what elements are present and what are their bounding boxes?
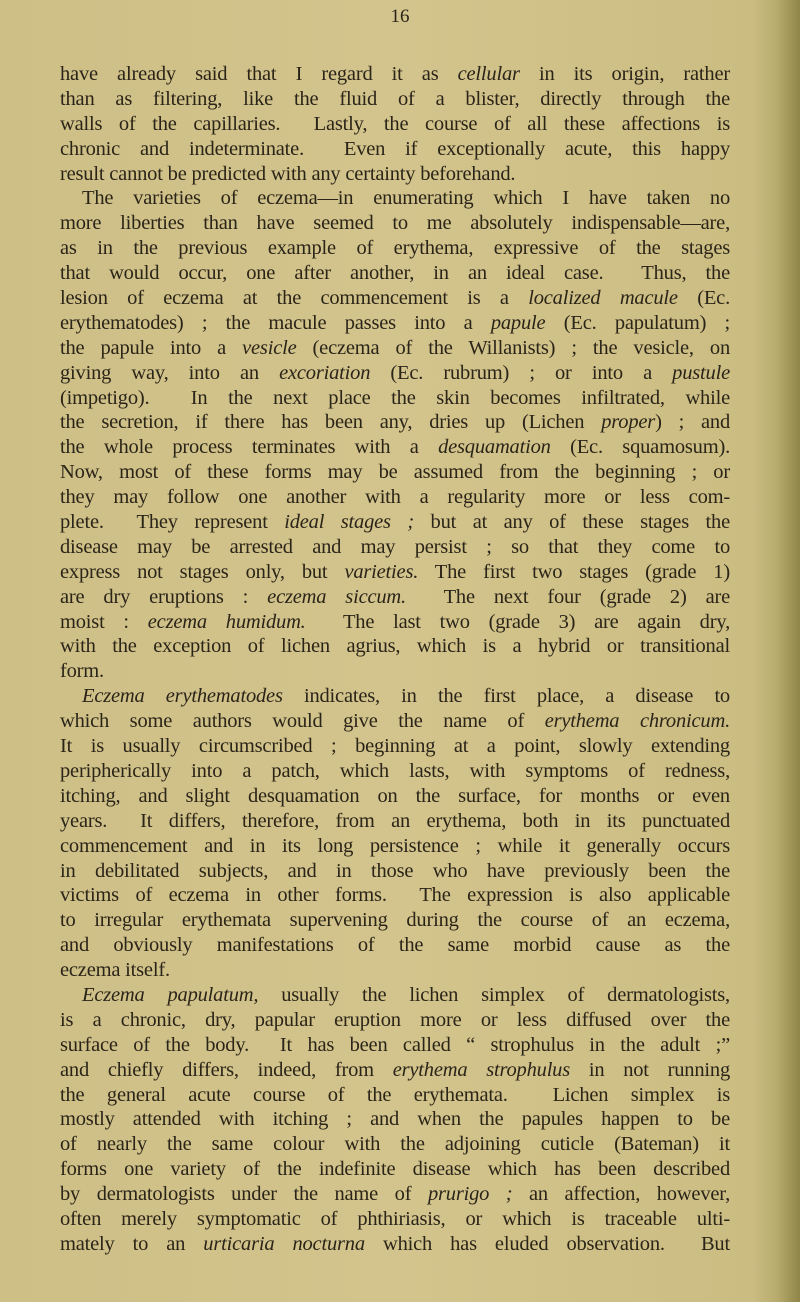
italic-term: erythema strophulus — [392, 1058, 571, 1081]
text-run: the papule into a — [60, 336, 243, 359]
text-line — [60, 709, 730, 734]
text-line — [60, 112, 730, 137]
text-run: to irregular erythemata supervening during the course of an eczema, — [60, 909, 730, 932]
text-run: usually the lichen simplex of dermatologists, — [258, 983, 730, 1006]
text-run: and obviously manifestations of the same morbid cause as the — [60, 934, 730, 957]
text-line — [60, 1083, 730, 1108]
text-run: erythematodes) ; the macule passes into a — [60, 311, 491, 334]
text-run: that would occur, one after another, in an ideal case. Thus, the — [60, 262, 730, 285]
text-run: Now, most of these forms may be assumed from the beginning ; or — [60, 461, 730, 484]
text-line — [60, 510, 730, 535]
text-line — [60, 460, 730, 485]
text-line — [60, 361, 730, 386]
text-line — [60, 883, 730, 908]
italic-term: eczema siccum. — [267, 585, 406, 608]
text-line — [60, 560, 730, 585]
page-number: 16 — [390, 6, 410, 27]
text-line — [60, 162, 730, 187]
italic-term: excoriation — [279, 361, 371, 384]
text-run: (impetigo). In the next place the skin becomes infiltrated, while — [60, 386, 730, 409]
text-line — [60, 634, 730, 659]
italic-term: proper — [601, 411, 656, 434]
italic-term: pustule — [672, 361, 730, 384]
text-run: chronic and indeterminate. Even if exceptionally acute, this happy — [60, 137, 730, 160]
italic-term: Eczema erythematodes — [82, 685, 283, 708]
text-line — [60, 311, 730, 336]
text-line — [60, 485, 730, 510]
text-run: which some authors would give the name of — [60, 710, 545, 733]
text-line — [60, 410, 730, 435]
text-run: indicates, in the first place, a disease to — [282, 685, 730, 708]
text-run: (Ec. rubrum) ; or into a — [370, 361, 673, 384]
text-line — [60, 261, 730, 286]
italic-term: ideal stages ; — [284, 511, 414, 534]
text-line — [60, 1033, 730, 1058]
text-line — [60, 834, 730, 859]
text-run: The first two stages (grade 1) — [418, 560, 730, 583]
text-line — [60, 435, 730, 460]
text-run: surface of the body. It has been called “ strophulus in the adult ;” — [60, 1033, 730, 1056]
text-run: is a chronic, dry, papular eruption more or less diffused over the — [60, 1008, 730, 1031]
italic-term: urticaria nocturna — [203, 1232, 365, 1255]
text-run: more liberties than have seemed to me absolutely indispensable—are, — [60, 212, 730, 235]
text-line — [60, 809, 730, 834]
text-line — [60, 908, 730, 933]
text-line — [60, 684, 730, 709]
text-line — [60, 186, 730, 211]
text-run: the general acute course of the erythemata. Lichen simplex is — [60, 1083, 730, 1106]
text-run: often merely symptomatic of phthiriasis, or which is traceable ulti- — [60, 1207, 730, 1230]
italic-term: papule — [490, 311, 546, 334]
italic-term: vesicle — [242, 336, 297, 359]
text-run: the whole process terminates with a — [60, 436, 439, 459]
text-run: and chiefly differs, indeed, from — [60, 1058, 393, 1081]
italic-term: cellular — [457, 63, 520, 85]
text-line — [60, 236, 730, 261]
text-run: in its origin, rather — [519, 63, 730, 85]
text-run: the secretion, if there has been any, dries up (Lichen — [60, 411, 602, 434]
text-run: years. It differs, therefore, from an erythema, both in its punctuated — [60, 809, 730, 832]
text-run: by dermatologists under the name of — [60, 1183, 428, 1206]
italic-term: varieties. — [344, 560, 419, 583]
text-line — [60, 211, 730, 236]
text-run: commencement and in its long persistence ; while it generally occurs — [60, 834, 730, 857]
text-run: are dry eruptions : — [60, 585, 268, 608]
text-run: forms one variety of the indefinite disease which has been described — [60, 1158, 730, 1181]
text-run: they may follow one another with a regularity more or less com- — [60, 486, 730, 509]
text-run: of nearly the same colour with the adjoining cuticle (Bateman) it — [60, 1133, 730, 1156]
text-run: (Ec. — [677, 287, 730, 310]
text-line — [60, 859, 730, 884]
text-run: in not running — [570, 1058, 730, 1081]
text-run: mately to an — [60, 1232, 204, 1255]
text-line — [60, 784, 730, 809]
text-run: disease may be arrested and may persist ; so that they come to — [60, 535, 730, 558]
text-run: itching, and slight desquamation on the surface, for months or even — [60, 784, 730, 807]
text-run: as in the previous example of erythema, expressive of the stages — [60, 237, 730, 260]
text-run: (Ec. papulatum) ; — [545, 311, 730, 334]
italic-term: desquamation — [438, 436, 551, 459]
italic-term: eczema humidum. — [147, 610, 306, 633]
text-run: moist : — [60, 610, 148, 633]
text-run: It is usually circumscribed ; beginning at a point, slowly extending — [60, 735, 730, 758]
text-line — [60, 286, 730, 311]
text-line — [60, 1132, 730, 1157]
text-line — [60, 585, 730, 610]
text-run: The next four (grade 2) are — [405, 585, 731, 608]
text-line — [60, 1207, 730, 1232]
text-line — [60, 734, 730, 759]
text-run: ) ; and — [655, 411, 730, 434]
text-line — [60, 933, 730, 958]
text-line — [60, 1157, 730, 1182]
text-line — [60, 386, 730, 411]
text-run: (Ec. squamosum). — [550, 436, 730, 459]
text-line — [60, 1232, 730, 1257]
text-line — [60, 1107, 730, 1132]
text-line — [60, 610, 730, 635]
text-line — [60, 1182, 730, 1207]
italic-term: Eczema papulatum, — [82, 983, 259, 1006]
text-run: an affection, however, — [512, 1183, 730, 1206]
italic-term: localized macule — [528, 287, 678, 310]
text-run: but at any of these stages the — [414, 511, 730, 534]
text-run: The last two (grade 3) are again dry, — [305, 610, 730, 633]
text-run: express not stages only, but — [60, 560, 345, 583]
text-line — [60, 137, 730, 162]
text-run: plete. They represent — [60, 511, 285, 534]
text-line — [60, 336, 730, 361]
text-line — [60, 62, 730, 87]
text-run: giving way, into an — [60, 361, 280, 384]
text-run: have already said that I regard it as — [60, 63, 458, 85]
body-text — [60, 62, 730, 1257]
text-run: in debilitated subjects, and in those who have previously been the — [60, 859, 730, 882]
italic-term: prurigo ; — [427, 1183, 513, 1206]
text-line — [60, 1008, 730, 1033]
text-line — [60, 659, 730, 684]
text-run: result cannot be predicted with any certainty beforehand. — [60, 162, 516, 185]
text-run: eczema itself. — [60, 959, 170, 982]
text-line — [60, 1058, 730, 1083]
text-run: The varieties of eczema—in enumerating which I have taken no — [82, 187, 730, 210]
italic-term: erythema chronicum. — [544, 710, 730, 733]
text-run: form. — [60, 660, 104, 683]
text-line — [60, 87, 730, 112]
text-run: which has eluded observation. But — [364, 1232, 730, 1255]
text-run: than as filtering, like the fluid of a blister, directly through the — [60, 87, 730, 110]
text-run: with the exception of lichen agrius, which is a hybrid or transitional — [60, 635, 730, 658]
text-run: peripherically into a patch, which lasts, with symptoms of redness, — [60, 759, 730, 782]
text-run: victims of eczema in other forms. The expression is also applicable — [60, 884, 730, 907]
text-run: walls of the capillaries. Lastly, the course of all these affections is — [60, 112, 730, 135]
text-line — [60, 759, 730, 784]
text-run: mostly attended with itching ; and when the papules happen to be — [60, 1108, 730, 1131]
text-run: (eczema of the Willanists) ; the vesicle, on — [296, 336, 731, 359]
text-line — [60, 958, 730, 983]
text-run: lesion of eczema at the commencement is a — [60, 287, 529, 310]
text-line — [60, 983, 730, 1008]
text-line — [60, 535, 730, 560]
